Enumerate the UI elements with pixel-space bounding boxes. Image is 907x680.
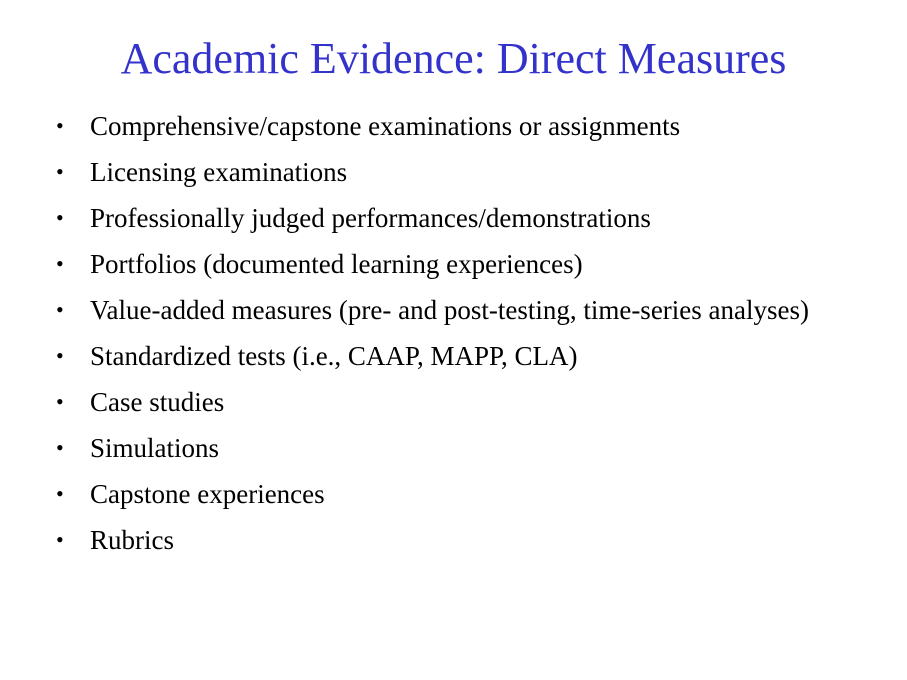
- list-item: [56, 333, 856, 379]
- list-item-text: Portfolios (documented learning experiences): [90, 249, 583, 279]
- list-item-text: Capstone experiences: [90, 479, 325, 509]
- bullet-icon: •: [56, 251, 64, 276]
- list-item-text: Value-added measures (pre- and post-testing, time-series analyses): [90, 295, 809, 325]
- list-item: [56, 471, 856, 517]
- list-item: [56, 517, 856, 563]
- list-item: [56, 195, 856, 241]
- list-item: [56, 241, 856, 287]
- list-item: [56, 379, 856, 425]
- list-item: [56, 287, 830, 333]
- bullet-icon: •: [56, 481, 64, 506]
- bullet-icon: •: [56, 343, 64, 368]
- list-item: [56, 425, 856, 471]
- slide-title: Academic Evidence: Direct Measures: [120, 34, 787, 83]
- bullet-icon: •: [56, 205, 64, 230]
- bullet-icon: •: [56, 435, 64, 460]
- bullet-icon: •: [56, 297, 64, 322]
- list-item: [56, 103, 856, 149]
- bullet-icon: •: [56, 113, 64, 138]
- bullet-icon: •: [56, 389, 64, 414]
- list-item-text: Standardized tests (i.e., CAAP, MAPP, CLA): [90, 341, 578, 371]
- list-item: [56, 149, 856, 195]
- bullet-list: [56, 103, 856, 563]
- bullet-icon: •: [56, 159, 64, 184]
- list-item-text: Comprehensive/capstone examinations or assignments: [90, 111, 681, 141]
- list-item-text: Case studies: [90, 387, 225, 417]
- bullet-icon: •: [56, 527, 64, 552]
- list-item-text: Licensing examinations: [90, 157, 348, 187]
- list-item-text: Simulations: [90, 433, 220, 463]
- list-item-text: Rubrics: [90, 525, 174, 555]
- list-item-text: Professionally judged performances/demonstrations: [90, 203, 651, 233]
